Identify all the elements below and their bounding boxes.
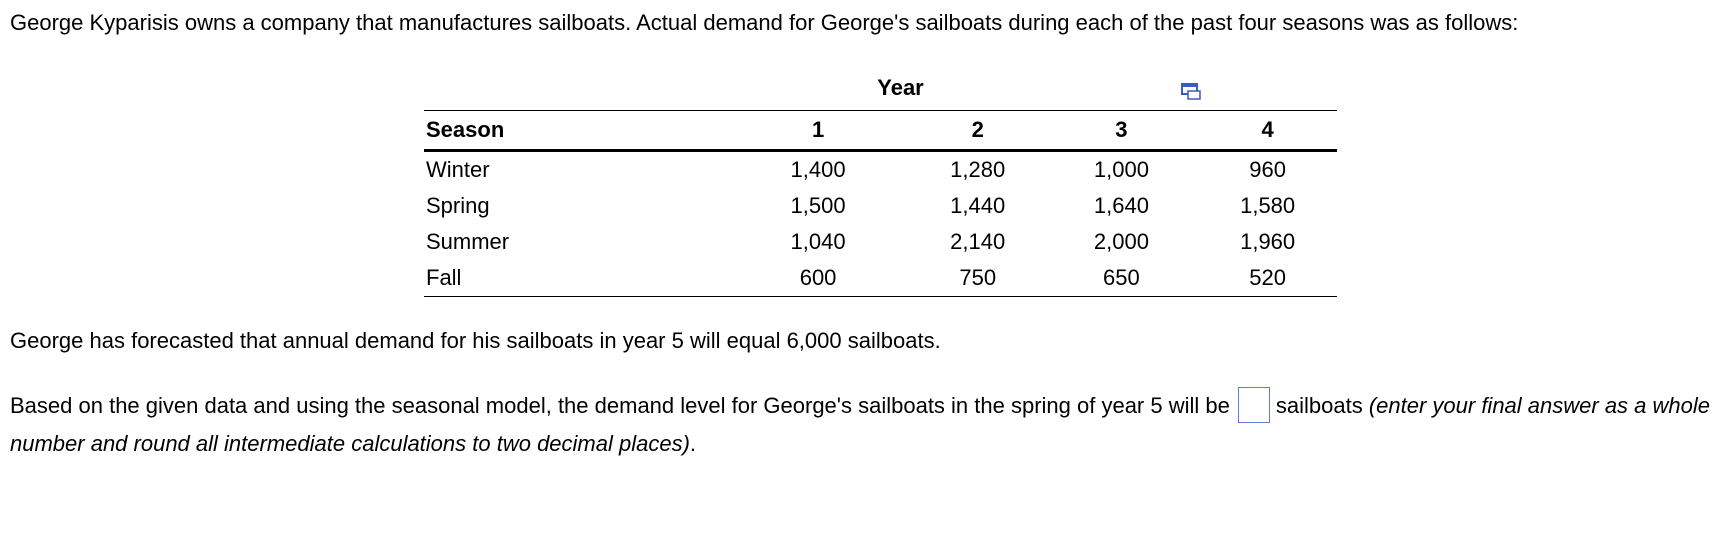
table-row xyxy=(424,188,1337,224)
season-cell: Fall xyxy=(424,260,725,297)
demand-cell: 1,640 xyxy=(1093,193,1149,218)
answer-instruction: (enter your final answer as a whole number and round all intermediate calculations to two decimal places) xyxy=(10,393,1710,457)
season-column-header: Season xyxy=(424,111,725,151)
table-row xyxy=(424,151,1337,189)
question-paragraph xyxy=(10,387,1720,463)
year-group-header xyxy=(424,72,1337,111)
table-header-row xyxy=(424,111,1337,151)
demand-cell: 650 xyxy=(1045,260,1199,297)
demand-cell: 960 xyxy=(1249,157,1286,182)
intro-paragraph: George Kyparisis owns a company that manufactures sailboats. Actual demand for George's sailboats during each of the past four seasons was as follows: xyxy=(10,10,1519,35)
demand-cell: 1,040 xyxy=(790,229,846,254)
demand-cell: 1,960 xyxy=(1240,229,1296,254)
year-column-header: 2 xyxy=(911,111,1045,151)
demand-cell: 750 xyxy=(911,260,1045,297)
demand-cell: 1,280 xyxy=(950,157,1006,182)
season-cell: Winter xyxy=(426,157,490,182)
demand-cell: 1,440 xyxy=(950,193,1006,218)
demand-table xyxy=(424,111,1337,297)
forecast-paragraph: George has forecasted that annual demand for his sailboats in year 5 will equal 6,000 sailboats. xyxy=(10,328,941,353)
year-label: Year xyxy=(877,75,924,100)
season-cell: Summer xyxy=(426,229,510,254)
table-row xyxy=(424,224,1337,260)
demand-table-container xyxy=(424,72,1337,297)
answer-input[interactable] xyxy=(1238,387,1270,423)
year-column-header: 1 xyxy=(725,111,911,151)
demand-cell: 1,400 xyxy=(790,157,846,182)
answer-unit: sailboats xyxy=(1275,393,1363,418)
demand-cell: 520 xyxy=(1198,260,1337,297)
demand-cell: 600 xyxy=(725,260,911,297)
demand-cell: 2,000 xyxy=(1093,229,1149,254)
demand-cell: 2,140 xyxy=(950,229,1006,254)
copy-table-icon[interactable] xyxy=(1180,82,1204,102)
end-punctuation: . xyxy=(689,431,697,457)
question-text: Based on the given data and using the seasonal model, the demand level for George's sailboats in the spring of year 5 will be xyxy=(10,393,1230,418)
year-column-header: 4 xyxy=(1198,111,1337,151)
year-column-header: 3 xyxy=(1045,111,1199,151)
table-row xyxy=(424,260,1337,297)
demand-cell: 1,500 xyxy=(790,193,846,218)
demand-cell: 1,000 xyxy=(1093,157,1149,182)
season-cell: Spring xyxy=(426,193,490,218)
demand-cell: 1,580 xyxy=(1240,193,1296,218)
